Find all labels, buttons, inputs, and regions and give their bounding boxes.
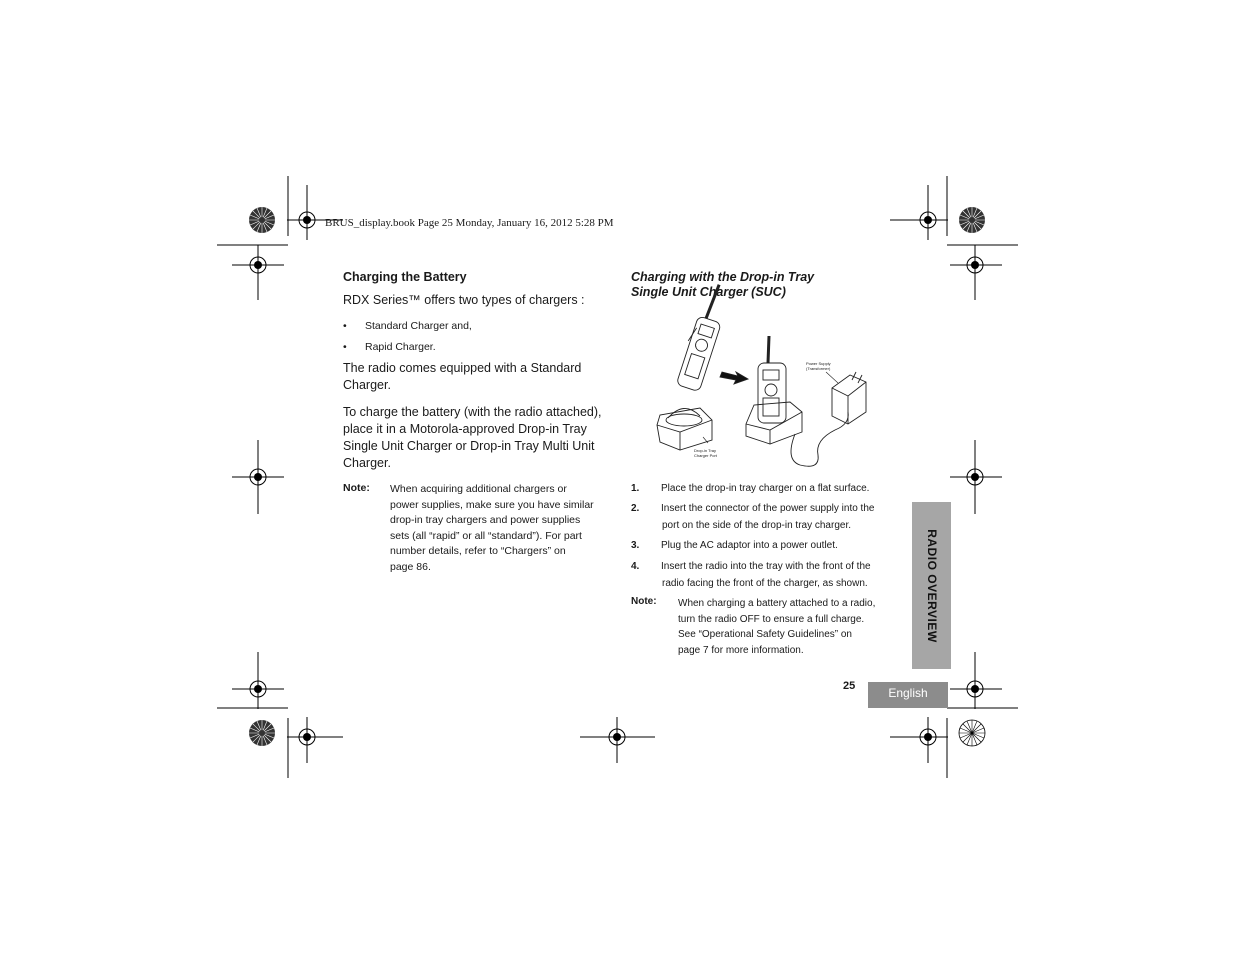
page-number: 25 [843,680,856,692]
note-line: drop-in tray chargers and power supplies [390,514,581,526]
figure-label: Drop-in Tray [694,448,717,453]
paragraph [343,360,581,394]
step-item [631,500,874,517]
paragraph-line: The radio comes equipped with a Standard [343,361,582,375]
note-label: Note: [343,482,370,494]
step-text: Place the drop-in tray charger on a flat surface. [661,483,870,494]
language-tab: English [868,682,948,708]
step-continuation: port on the side of the drop-in tray charger. [662,520,851,531]
note-line: When charging a battery attached to a radio, [678,598,876,609]
heading-line: Charging with the Drop-in Tray [631,270,815,284]
step-number: 1. [631,483,640,494]
step-number: 3. [631,540,640,551]
power-supply-label [806,361,831,371]
bullet-item [343,340,436,356]
bullet-icon: • [343,341,347,353]
side-tab-label: RADIO OVERVIEW [924,528,939,643]
heading-line: Single Unit Charger (SUC) [631,285,786,299]
bullet-text: Standard Charger and, [365,320,472,332]
print-header: BRUS_display.book Page 25 Monday, January 16, 2012 5:28 PM [325,217,614,229]
note-line: power supplies, make sure you have similar [390,498,594,511]
paragraph-line: Charger. [343,456,391,470]
figure-label: (Transformer) [806,366,831,371]
note-line: sets (all “rapid” or all “standard”). For part [390,529,582,542]
figure-label: Power Supply [806,361,831,366]
paragraph-line: To charge the battery (with the radio attached), [343,405,602,419]
bullet-text: Rapid Charger. [365,341,436,353]
step-text: Insert the connector of the power supply into the [661,503,875,514]
section-side-tab [912,502,951,669]
note-line: turn the radio OFF to ensure a full charge. [678,613,865,625]
step-item [631,537,838,554]
paragraph-line: place it in a Motorola-approved Drop-in Tray [343,422,587,436]
note-line: See “Operational Safety Guidelines” on [678,629,852,641]
note-label: Note: [631,596,657,607]
step-text: Plug the AC adaptor into a power outlet. [661,540,838,551]
section-title: Charging the Battery [343,270,467,284]
port-label [694,448,717,458]
paragraph-line: Charger. [343,378,391,392]
intro-text: RDX Series™ offers two types of chargers : [343,293,585,307]
bullet-icon: • [343,320,347,332]
subsection-heading [631,270,814,300]
step-text: Insert the radio into the tray with the front of the [661,561,871,572]
paragraph-line: Single Unit Charger or Drop-in Tray Multi Unit [343,439,595,453]
note-line: number details, refer to “Chargers” on [390,545,566,557]
figure-label: Charger Port [694,453,717,458]
paragraph [343,404,601,472]
step-number: 2. [631,503,640,514]
note-line: page 86. [390,560,431,573]
step-item [631,558,871,575]
note-line: page 7 for more information. [678,645,804,657]
note-text [390,482,594,575]
step-item [631,480,869,497]
note-text [678,596,875,659]
step-continuation: radio facing the front of the charger, as shown. [662,578,868,589]
note-line: When acquiring additional chargers or [390,483,567,495]
step-number: 4. [631,561,640,572]
bullet-item [343,319,472,335]
